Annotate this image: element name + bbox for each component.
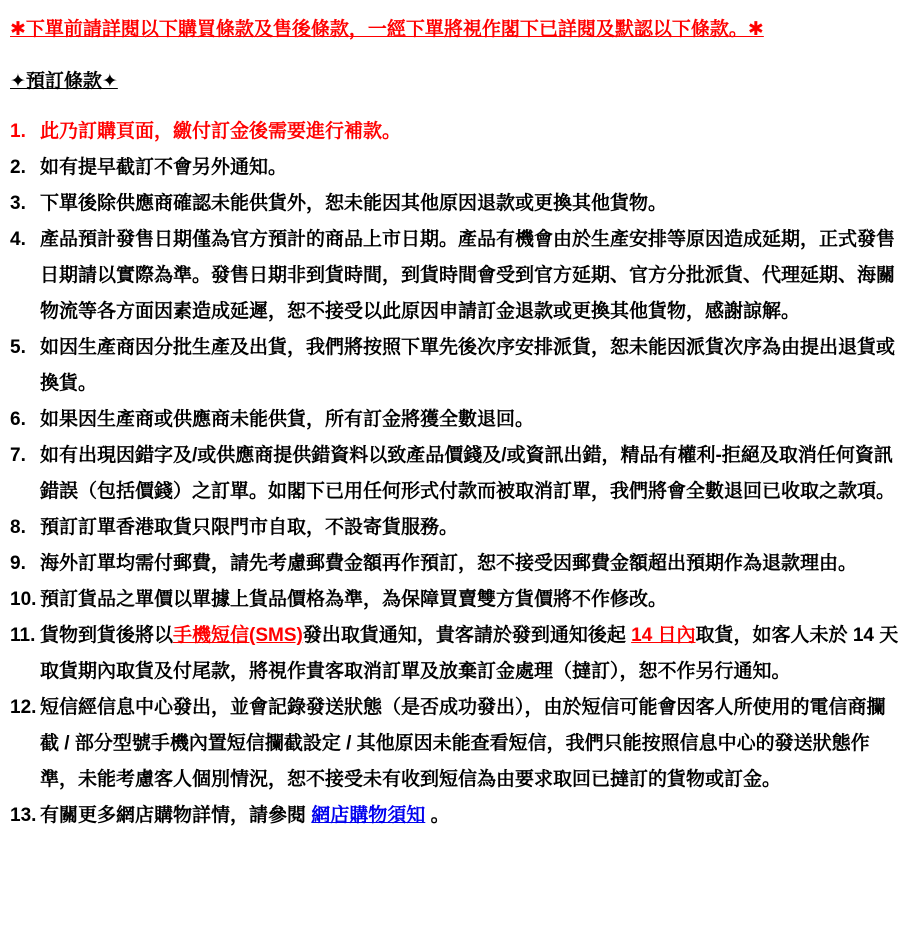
term-text: 海外訂單均需付郵費，請先考慮郵費金額再作預訂，恕不接受因郵費金額超出預期作為退款理由。 [40, 553, 858, 574]
term-text: 預訂訂單香港取貨只限門市自取，不設寄貨服務。 [40, 517, 459, 538]
term-text: 如果因生產商或供應商未能供貨，所有訂金將獲全數退回。 [40, 409, 535, 430]
term-text-segment: 發出取貨通知，貴客請於發到通知後起 [302, 625, 632, 646]
term-text: 產品預計發售日期僅為官方預計的商品上市日期。產品有機會由於生產安排等原因造成延期，正式發售日期請以實際為準。發售日期非到貨時間，到貨時間會受到官方延期、官方分批派貨、代理延期、海關物流等各方面因素造成延遲，恕不接受以此原因申請訂金退款或更換其他貨物，感謝諒解。 [40, 229, 896, 322]
term-text: 下單後除供應商確認未能供貨外，恕未能因其他原因退款或更換其他貨物。 [40, 193, 668, 214]
section-header-preorder-terms: ✦預訂條款✦ [10, 71, 118, 92]
term-item-3 [10, 186, 903, 222]
term-number: 5. [10, 337, 26, 358]
term-text-segment: 貨物到貨後將以 [40, 625, 174, 646]
term-number: 1. [10, 121, 26, 142]
term-text: 如有提早截訂不會另外通知。 [40, 157, 288, 178]
term-number: 9. [10, 553, 26, 574]
term-text: 如有出現因錯字及/或供應商提供錯資料以致產品價錢及/或資訊出錯，精品有權利-拒絕及取消任何資訊錯誤（包括價錢）之訂單。如閣下已用任何形式付款而被取消訂單，我們將會全數退回已收取之款項。 [40, 445, 896, 502]
terms-list [10, 114, 903, 834]
term-item-1 [10, 114, 903, 150]
term-text-segment: 。 [425, 805, 450, 826]
term-item-4 [10, 222, 903, 330]
term-number: 8. [10, 517, 26, 538]
term-text: 預訂貨品之單價以單據上貨品價格為準，為保障買賣雙方貨價將不作修改。 [40, 589, 668, 610]
pickup-deadline-highlight: 14 日內 [631, 625, 696, 646]
term-item-10 [10, 582, 903, 618]
term-number: 3. [10, 193, 26, 214]
term-item-13 [10, 798, 903, 834]
term-text-segment: 有關更多網店購物詳情，請參閱 [40, 805, 312, 826]
term-number: 10. [10, 589, 37, 610]
term-number: 2. [10, 157, 26, 178]
term-text: 如因生產商因分批生產及出貨，我們將按照下單先後次序安排派貨，恕未能因派貨次序為由提出退貨或換貨。 [40, 337, 896, 394]
shop-guide-link[interactable]: 網店購物須知 [311, 805, 426, 826]
term-item-9 [10, 546, 903, 582]
term-item-2 [10, 150, 903, 186]
term-item-12 [10, 690, 903, 798]
term-number: 7. [10, 445, 26, 466]
term-number: 6. [10, 409, 26, 430]
term-text [40, 618, 903, 690]
term-text-segment: 取貨，如客人未於 14 天取貨期內取貨及付尾款，將視作貴客取消訂單及放棄訂金處理（撻訂），恕不作另行通知。 [40, 625, 899, 682]
term-item-7 [10, 438, 903, 510]
term-text [40, 798, 903, 834]
page-title: ✱下單前請詳閱以下購買條款及售後條款，一經下單將視作閣下已詳閱及默認以下條款。✱ [10, 19, 764, 40]
term-item-5 [10, 330, 903, 402]
term-number: 4. [10, 229, 26, 250]
term-item-6 [10, 402, 903, 438]
term-item-8 [10, 510, 903, 546]
term-number: 12. [10, 697, 37, 718]
term-number: 13. [10, 805, 37, 826]
term-number: 11. [10, 625, 36, 646]
term-text: 此乃訂購頁面，繳付訂金後需要進行補款。 [40, 121, 402, 142]
term-text: 短信經信息中心發出，並會記錄發送狀態（是否成功發出），由於短信可能會因客人所使用的電信商攔截 / 部分型號手機內置短信攔截設定 / 其他原因未能查看短信，我們只能按照信息中心的發送狀態作準，未能考慮客人個別情況，恕不接受未有收到短信為由要求取回已撻訂的貨物或訂金。 [40, 697, 886, 790]
sms-notice-highlight: 手機短信(SMS) [173, 625, 303, 646]
term-item-11 [10, 618, 903, 690]
